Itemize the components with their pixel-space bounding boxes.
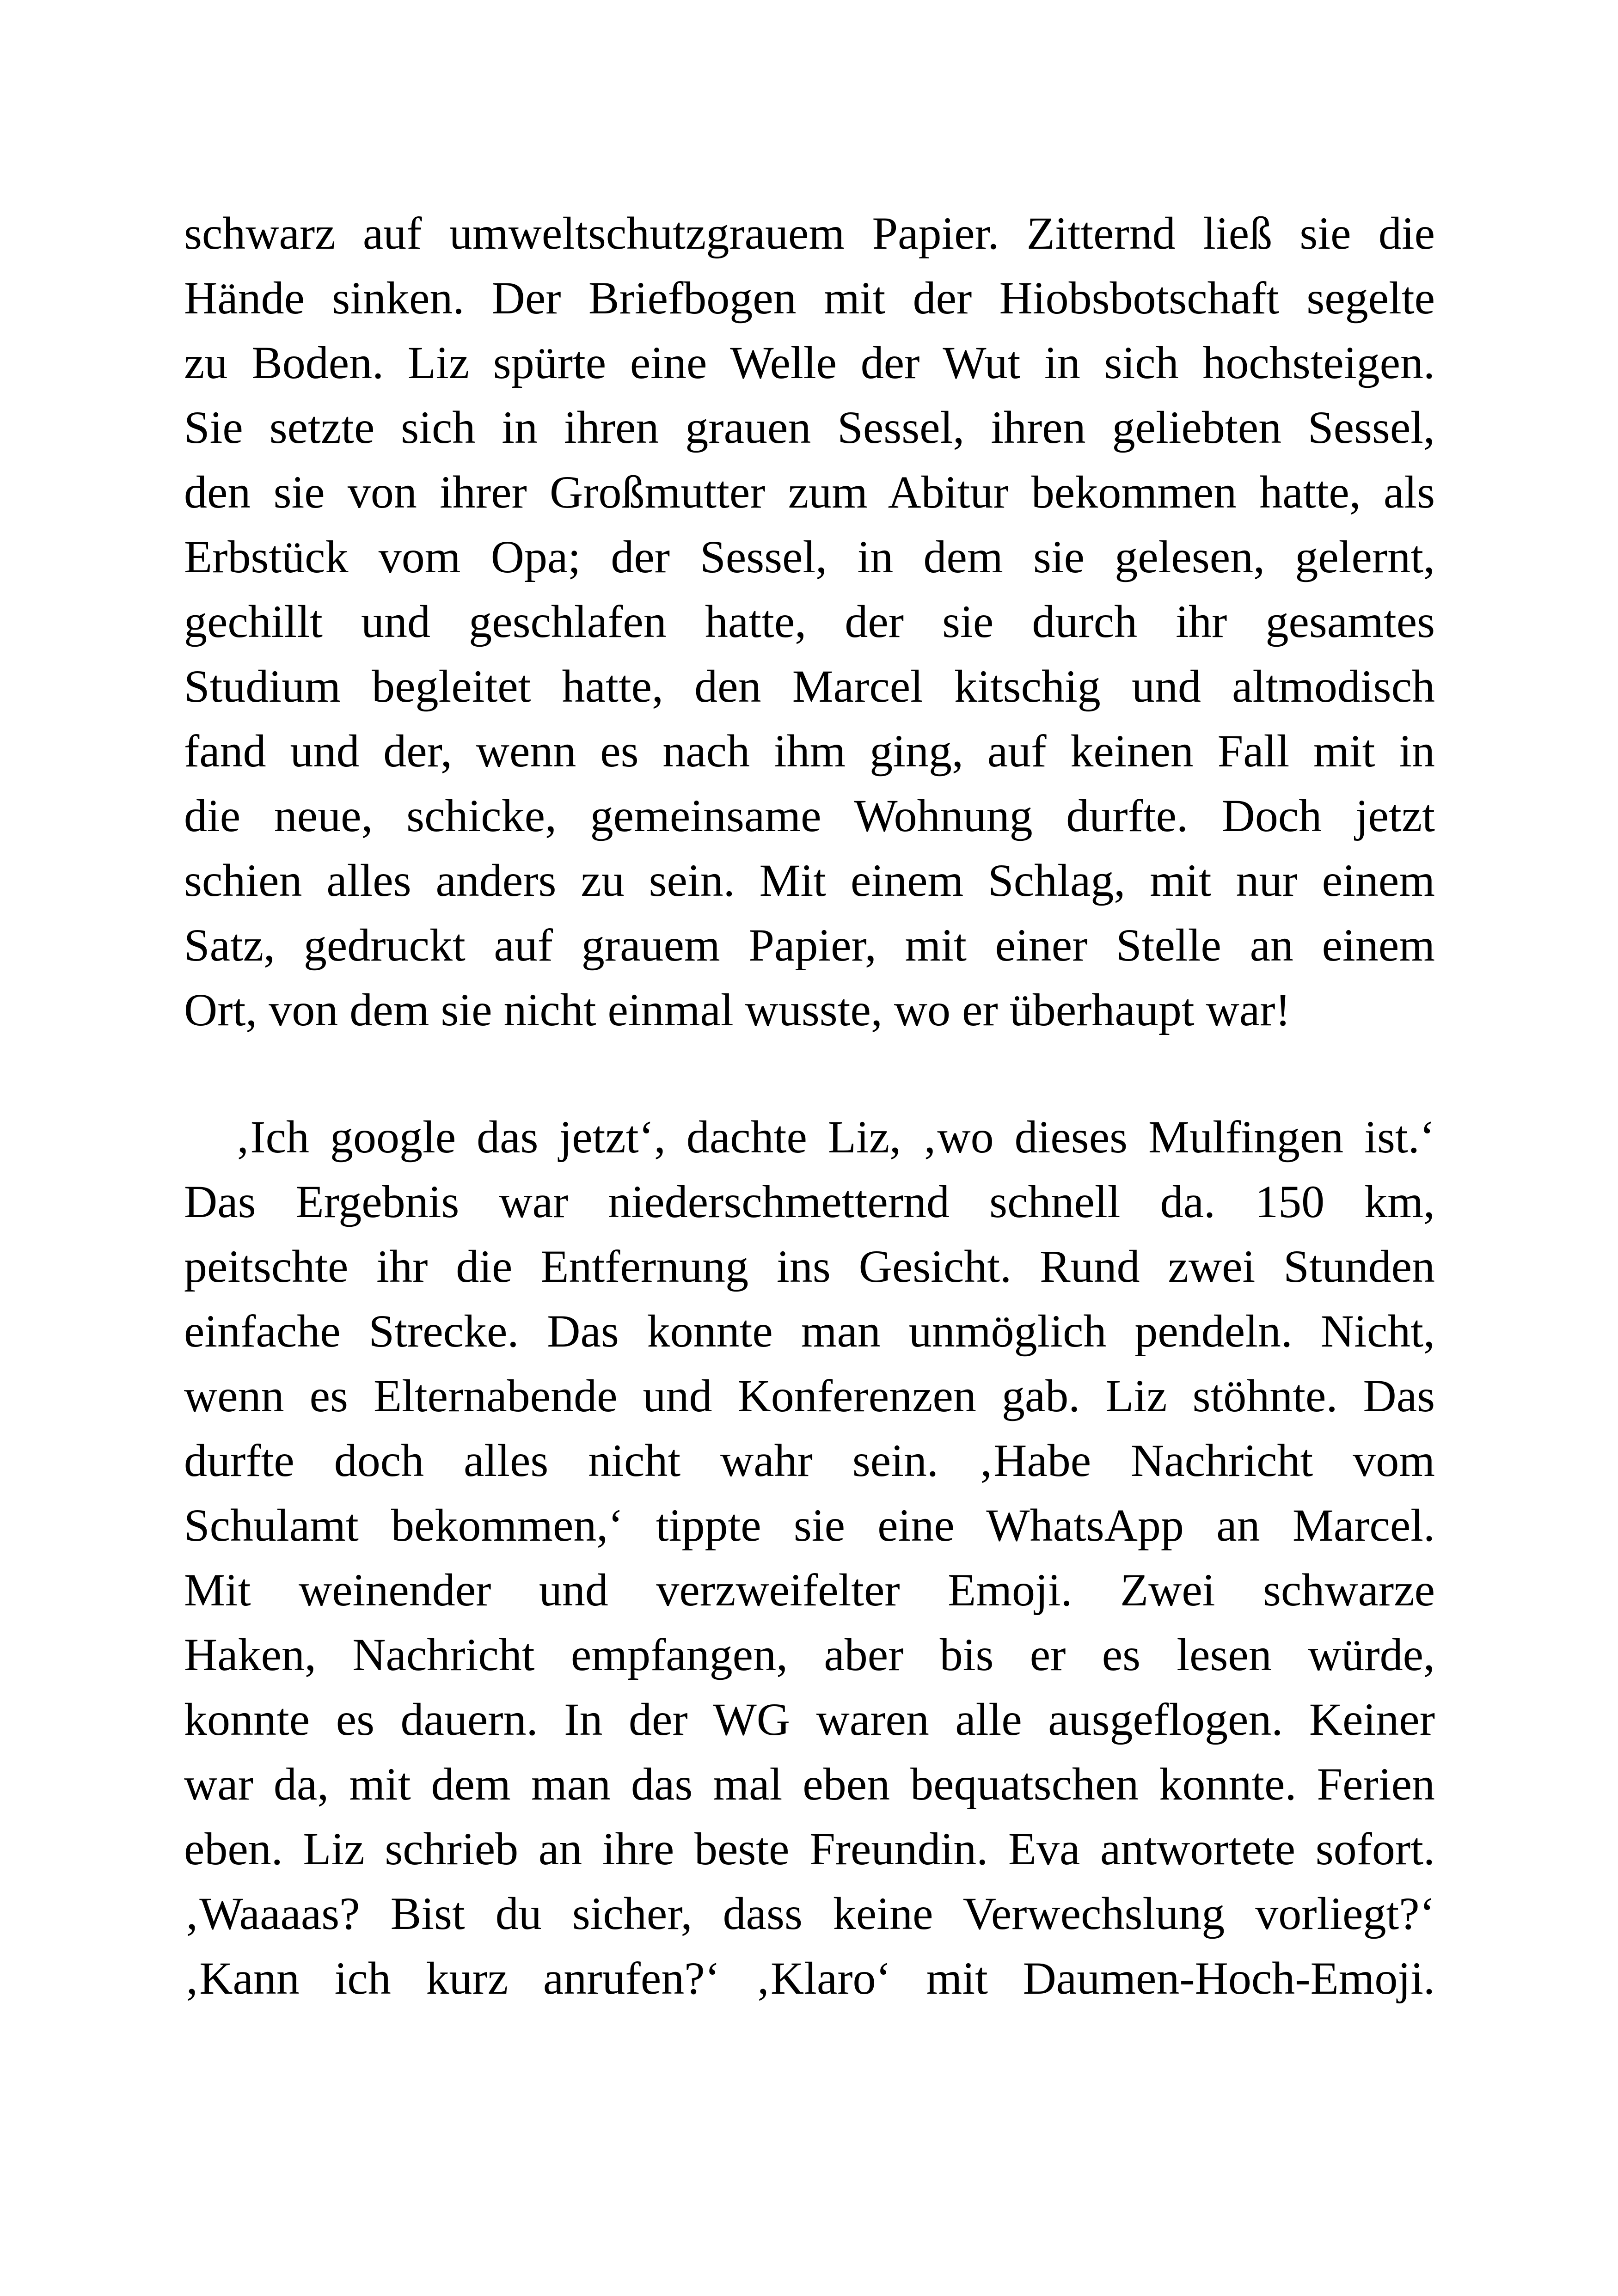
- text-line: peitschte ihr die Entfernung ins Gesicht. Rund zwei Stunden: [184, 1241, 1435, 1292]
- text-line: Hände sinken. Der Briefbogen mit der Hiobsbotschaft segelte: [184, 272, 1435, 324]
- text-line: durfte doch alles nicht wahr sein. ‚Habe Nachricht vom: [184, 1435, 1435, 1486]
- text-line: den sie von ihrer Großmutter zum Abitur bekommen hatte, als: [184, 466, 1435, 518]
- text-line: Studium begleitet hatte, den Marcel kitschig und altmodisch: [184, 661, 1435, 712]
- text-line: schwarz auf umweltschutzgrauem Papier. Zitternd ließ sie die: [184, 208, 1435, 259]
- text-line: Mit weinender und verzweifelter Emoji. Zwei schwarze: [184, 1564, 1435, 1616]
- text-line: Sie setzte sich in ihren grauen Sessel, ihren geliebten Sessel,: [184, 402, 1435, 453]
- text-line: eben. Liz schrieb an ihre beste Freundin. Eva antwortete sofort.: [184, 1823, 1435, 1874]
- text-line: schien alles anders zu sein. Mit einem Schlag, mit nur einem: [184, 855, 1435, 906]
- text-line: gechillt und geschlafen hatte, der sie durch ihr gesamtes: [184, 596, 1435, 647]
- text-line: Erbstück vom Opa; der Sessel, in dem sie gelesen, gelernt,: [184, 531, 1435, 582]
- text-line: einfache Strecke. Das konnte man unmöglich pendeln. Nicht,: [184, 1305, 1435, 1357]
- text-line: Haken, Nachricht empfangen, aber bis er es lesen würde,: [184, 1629, 1435, 1680]
- text-line: die neue, schicke, gemeinsame Wohnung durfte. Doch jetzt: [184, 790, 1435, 841]
- text-line: Ort, von dem sie nicht einmal wusste, wo er überhaupt war!: [184, 984, 1291, 1035]
- text-line: ‚Waaaas? Bist du sicher, dass keine Verwechslung vorliegt?‘: [184, 1888, 1435, 1939]
- text-line: wenn es Elternabende und Konferenzen gab. Liz stöhnte. Das: [184, 1370, 1435, 1421]
- text-line: war da, mit dem man das mal eben bequatschen konnte. Ferien: [184, 1758, 1435, 1810]
- text-line: Das Ergebnis war niederschmetternd schnell da. 150 km,: [184, 1176, 1435, 1227]
- text-line: ‚Ich google das jetzt‘, dachte Liz, ‚wo dieses Mulfingen ist.‘: [235, 1111, 1435, 1163]
- text-line: fand und der, wenn es nach ihm ging, auf keinen Fall mit in: [184, 725, 1435, 777]
- text-line: zu Boden. Liz spürte eine Welle der Wut in sich hochsteigen.: [184, 337, 1435, 388]
- text-line: konnte es dauern. In der WG waren alle ausgeflogen. Keiner: [184, 1694, 1435, 1745]
- text-line: Schulamt bekommen,‘ tippte sie eine WhatsApp an Marcel.: [184, 1500, 1435, 1551]
- text-line: Satz, gedruckt auf grauem Papier, mit einer Stelle an einem: [184, 919, 1435, 971]
- text-line: ‚Kann ich kurz anrufen?‘ ‚Klaro‘ mit Daumen-Hoch-Emoji.: [184, 1953, 1435, 2004]
